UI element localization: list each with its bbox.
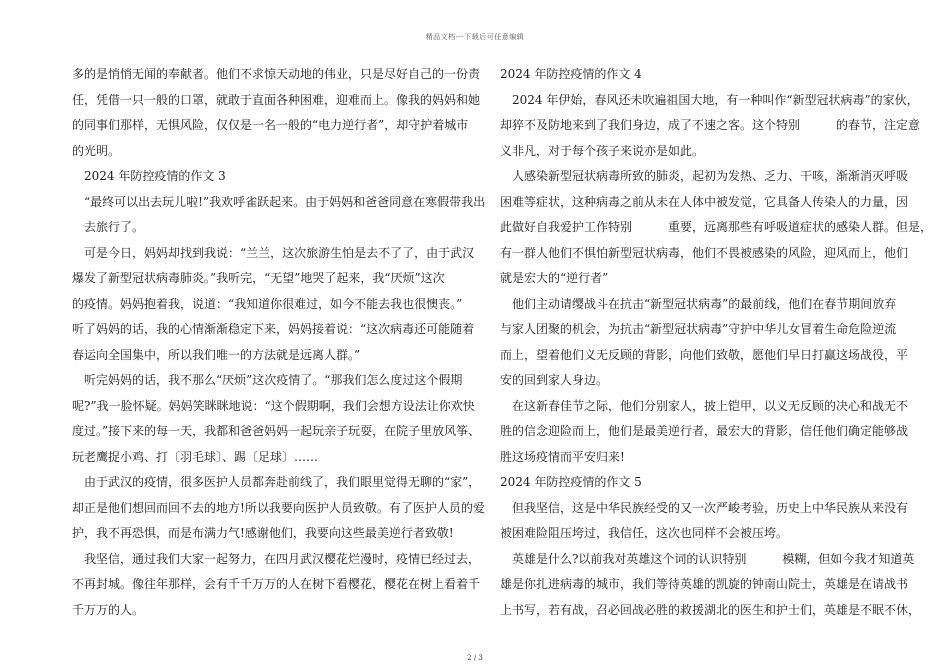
text-line: 却猝不及防地来到了我们身边，成了不速之客。这个特别 的春节，注定意: [500, 118, 921, 132]
text-line: “最终可以出去玩儿啦!”我欢呼雀跃起来。由于妈妈和爸爸同意在寒假带我出: [84, 194, 486, 209]
text-line: 与家人团聚的机会，为抗击“新型冠状病毒”守护中华儿女冒着生命危险逆流: [500, 322, 897, 336]
text-line: 胜的信念迎险而上，他们是最美逆行者，最宏大的背影，信任他们确定能够战: [500, 424, 909, 438]
text-line: 护，我不再恐惧，而是布满力气!感谢他们，我要向这些最美逆行者致敬!: [72, 526, 454, 540]
text-line: 去旅行了。: [84, 220, 145, 234]
text-line: 度过。”接下来的每一天，我都和爸爸妈妈一起玩亲子玩耍，在院子里放风筝、: [72, 424, 481, 438]
text-line: 安的回到家人身边。: [500, 373, 609, 387]
text-line: 听了妈妈的话，我的心情渐渐稳定下来，妈妈接着说：“这次病毒还可能随着: [72, 322, 475, 336]
text-line: 由于武汉的疫情，很多医护人员都奔赴前线了，我们眼里觉得无聊的“家”，: [84, 475, 481, 489]
left-column: [72, 62, 486, 623]
text-line: 雄是你扎进病毒的城市，我们等待英雄的凯旋的钟南山院士，英雄是在请战书: [500, 577, 909, 591]
text-line: 2024 年伊始，春风还未吹遍祖国大地，有一种叫作“新型冠状病毒”的家伙，: [512, 92, 919, 107]
text-line: 在这新春佳节之际，他们分别家人，披上铠甲，以义无反顾的决心和战无不: [512, 398, 909, 413]
text-line: 而上，望着他们义无反顾的背影，向他们致敬，愿他们早日打赢这场战役，平: [500, 347, 909, 362]
text-line: 人感染新型冠状病毒所致的肺炎，起初为发热、乏力、干咳，渐渐消灭呼吸: [512, 169, 909, 183]
text-line: 爆发了新型冠状病毒肺炎。”我听完，“无望”地哭了起来，我“厌烦”这次: [72, 271, 445, 285]
page-number: 2 / 3: [467, 654, 483, 662]
text-line: 此做好自我爱护工作特别 重要，远离那些有呼吸道症状的感染人群。但是，: [500, 220, 933, 234]
text-line: 英雄是什么?以前我对英雄这个词的认识特别 模糊，但如今我才知道英: [512, 551, 915, 566]
text-line: 我坚信，通过我们大家一起努力，在四月武汉樱花烂漫时，疫情已经过去，: [84, 551, 481, 566]
text-line: 千万万的人。: [72, 602, 145, 617]
text-line: 困难等症状，这种病毒之前从未在人体中被发觉，它具备人传染人的力量，因: [500, 194, 909, 209]
text-line: 不再封城。像往年那样，会有千千万万的人在树下看樱花，樱花在树上看着千: [72, 577, 481, 591]
text-line: 却正是他们想回而回不去的地方!所以我要向医护人员致敬。有了医护人员的爱: [72, 500, 485, 515]
text-line: 听完妈妈的话，我不那么“厌烦”这次疫情了。“那我们怎么度过这个假期: [84, 373, 463, 387]
text-line: 他们主动请缨战斗在抗击“新型冠状病毒”的最前线，他们在春节期间放弃: [512, 296, 897, 311]
text-line: 多的是悄悄无闻的奉献者。他们不求惊天动地的伟业，只是尽好自己的一份责: [72, 67, 481, 81]
text-line: 的疫情。妈妈抱着我，说道：“我知道你很难过，如今不能去我也很懊丧。”: [72, 296, 463, 311]
text-line: 被困难险阻压垮过，我信任，这次也同样不会被压垮。: [500, 526, 789, 540]
text-line: 2024 年防控疫情的作文 3: [84, 169, 226, 183]
text-line: 义非凡，对于每个孩子来说亦是如此。: [500, 143, 705, 158]
text-line: 玩老鹰捉小鸡、打〔羽毛球〕、踢〔足球〕……: [72, 449, 319, 464]
text-line: 呢?”我一脸怀疑。妈妈笑眯眯地说：“这个假期啊，我们会想方设法让你欢快: [72, 398, 475, 413]
right-column: [500, 62, 933, 623]
text-line: 但我坚信，这是中华民族经受的又一次严峻考验，历史上中华民族从来没有: [512, 500, 909, 515]
text-line: 2024 年防控疫情的作文 4: [500, 67, 642, 81]
text-line: 就是宏大的“逆行者”: [500, 271, 609, 285]
text-line: 可是今日，妈妈却找到我说：“兰兰，这次旅游生怕是去不了了，由于武汉: [84, 245, 475, 260]
text-line: 的同事们那样，无惧风险，仅仅是一名一般的“电力逆行者”，却守护着城市: [72, 118, 469, 132]
text-line: 有一群人他们不惧怕新型冠状病毒，他们不畏被感染的风险，迎风而上，他们: [500, 245, 909, 260]
text-line: 的光明。: [72, 143, 121, 158]
text-line: 上书写，若有战，召必回战必胜的救援湖北的医生和护士们，英雄是不眠不休，: [500, 602, 921, 617]
text-line: 2024 年防控疫情的作文 5: [500, 475, 642, 489]
text-line: 春运向全国集中，所以我们唯一的方法就是远离人群。”: [72, 347, 361, 362]
page-header: 精品文档---下载后可任意编辑: [425, 33, 525, 41]
text-line: 胜这场疫情而平安归来!: [500, 449, 625, 464]
text-line: 任，凭借一只一般的口罩，就敢于直面各种困难，迎难而上。像我的妈妈和她: [72, 92, 481, 107]
